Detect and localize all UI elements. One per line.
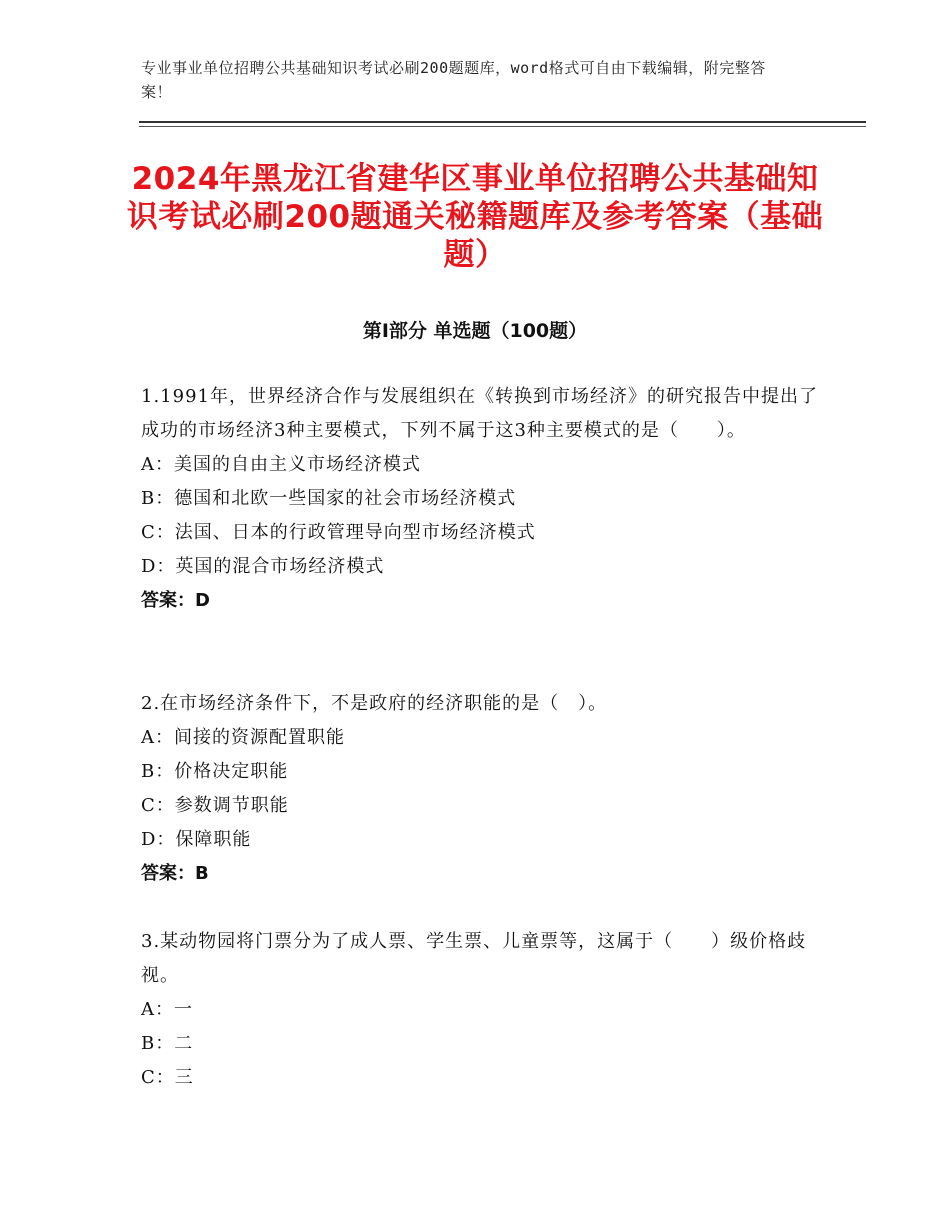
option-b: B：价格决定职能 — [141, 761, 289, 782]
option-a: A：一 — [141, 999, 193, 1020]
option-d: D：英国的混合市场经济模式 — [141, 556, 385, 577]
option-c: C：参数调节职能 — [141, 795, 289, 816]
header-note: 专业事业单位招聘公共基础知识考试必刷200题题库，word格式可自由下载编辑，附完整答案！ — [141, 59, 766, 101]
option-a: A：美国的自由主义市场经济模式 — [141, 454, 421, 475]
question-2 — [141, 687, 821, 891]
option-b: B：德国和北欧一些国家的社会市场经济模式 — [141, 488, 517, 509]
document-title: 2024年黑龙江省建华区事业单位招聘公共基础知识考试必刷200题通关秘籍题库及参考答案（基础题） — [126, 161, 824, 273]
question-stem: 1.1991年，世界经济合作与发展组织在《转换到市场经济》的研究报告中提出了成功的市场经济3种主要模式，下列不属于这3种主要模式的是（ ）。 — [141, 386, 818, 441]
question-stem: 2.在市场经济条件下，不是政府的经济职能的是（ ）。 — [141, 693, 608, 714]
option-a: A：间接的资源配置职能 — [141, 727, 345, 748]
answer: 答案：D — [141, 590, 210, 611]
header-rule-thin — [139, 126, 866, 127]
option-c: C：法国、日本的行政管理导向型市场经济模式 — [141, 522, 536, 543]
question-3 — [141, 925, 821, 1095]
question-stem: 3.某动物园将门票分为了成人票、学生票、儿童票等，这属于（ ）级价格歧视。 — [141, 931, 807, 986]
answer: 答案：B — [141, 863, 209, 884]
header-rule — [139, 121, 866, 123]
option-c: C：三 — [141, 1067, 194, 1088]
section-title: 第Ⅰ部分 单选题（100题） — [362, 320, 588, 342]
option-b: B：二 — [141, 1033, 194, 1054]
question-1 — [141, 380, 821, 618]
option-d: D：保障职能 — [141, 829, 252, 850]
